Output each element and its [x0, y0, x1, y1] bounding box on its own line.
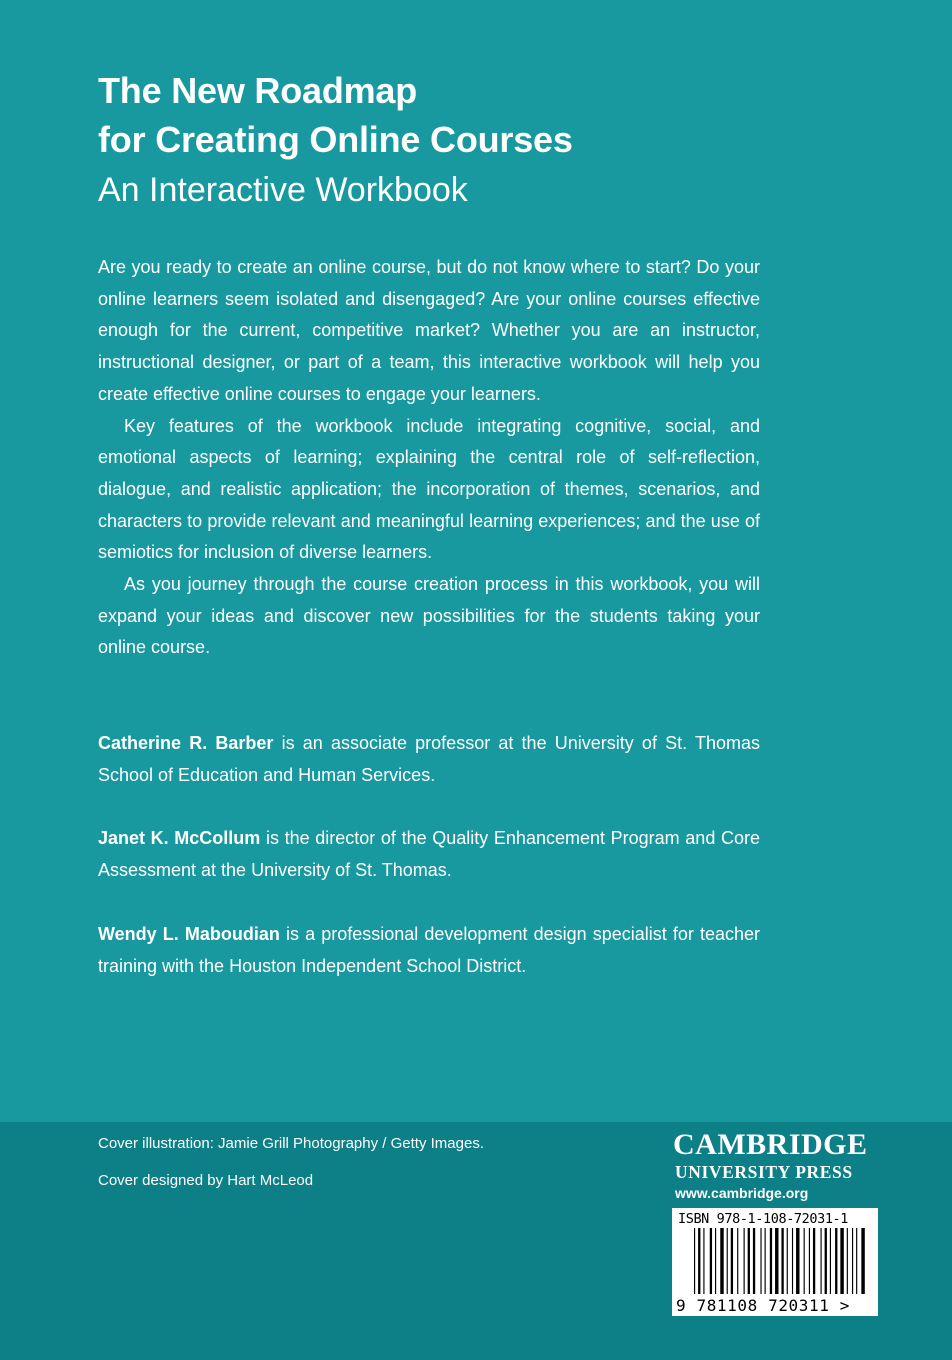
- description-paragraph-3: As you journey through the course creation process in this workbook, you will expand your ideas and discover new possibilities for the students taking your online course.: [98, 574, 760, 658]
- book-subtitle: An Interactive Workbook: [98, 171, 468, 209]
- author-bio-text: is a professional development design specialist for teacher training with the Houston Independent School District.: [98, 924, 761, 976]
- author-bio-3: [98, 919, 760, 982]
- publisher-name: CAMBRIDGE: [673, 1128, 868, 1161]
- barcode-bars-icon: [672, 1228, 878, 1296]
- author-bio-text: is the director of the Quality Enhancement Program and Core Assessment at the University of St. Thomas.: [98, 828, 760, 880]
- author-name: Janet K. McCollum: [98, 828, 261, 848]
- book-title-line-1: The New Roadmap: [98, 70, 418, 111]
- author-name: Catherine R. Barber: [98, 733, 274, 753]
- author-bio-1: [98, 728, 760, 791]
- book-description: [98, 252, 760, 664]
- isbn-barcode: [672, 1208, 878, 1316]
- design-credit: Cover designed by Hart McLeod: [98, 1172, 314, 1189]
- book-title-line-2: for Creating Online Courses: [98, 119, 573, 160]
- author-bio-2: [98, 823, 760, 886]
- publisher-url: www.cambridge.org: [675, 1185, 809, 1201]
- publisher-press: UNIVERSITY PRESS: [675, 1162, 853, 1182]
- description-paragraph-2: Key features of the workbook include integrating cognitive, social, and emotional aspects of learning; explaining the central role of self-reflection, dialogue, and realistic application; the incorporation of themes, scenarios, and characters to provide relevant and meaningful learning experiences; and the use of semiotics for inclusion of diverse learners.: [98, 415, 760, 563]
- author-bio-text: is an associate professor at the University of St. Thomas School of Education and Human Services.: [98, 733, 760, 785]
- description-paragraph-1: Are you ready to create an online course, but do not know where to start? Do your online learners seem isolated and disengaged? Are your online courses effective enough for the current, competitive market? Whether you are an instructor, instructional designer, or part of a team, this interactive workbook will help you create effective online courses to engage your learners.: [98, 257, 760, 404]
- barcode-digits: 9 781108 720311 >: [676, 1296, 850, 1315]
- isbn-label: ISBN 978-1-108-72031-1: [678, 1211, 849, 1227]
- illustration-credit: Cover illustration: Jamie Grill Photography / Getty Images.: [98, 1135, 484, 1152]
- author-name: Wendy L. Maboudian: [98, 924, 280, 944]
